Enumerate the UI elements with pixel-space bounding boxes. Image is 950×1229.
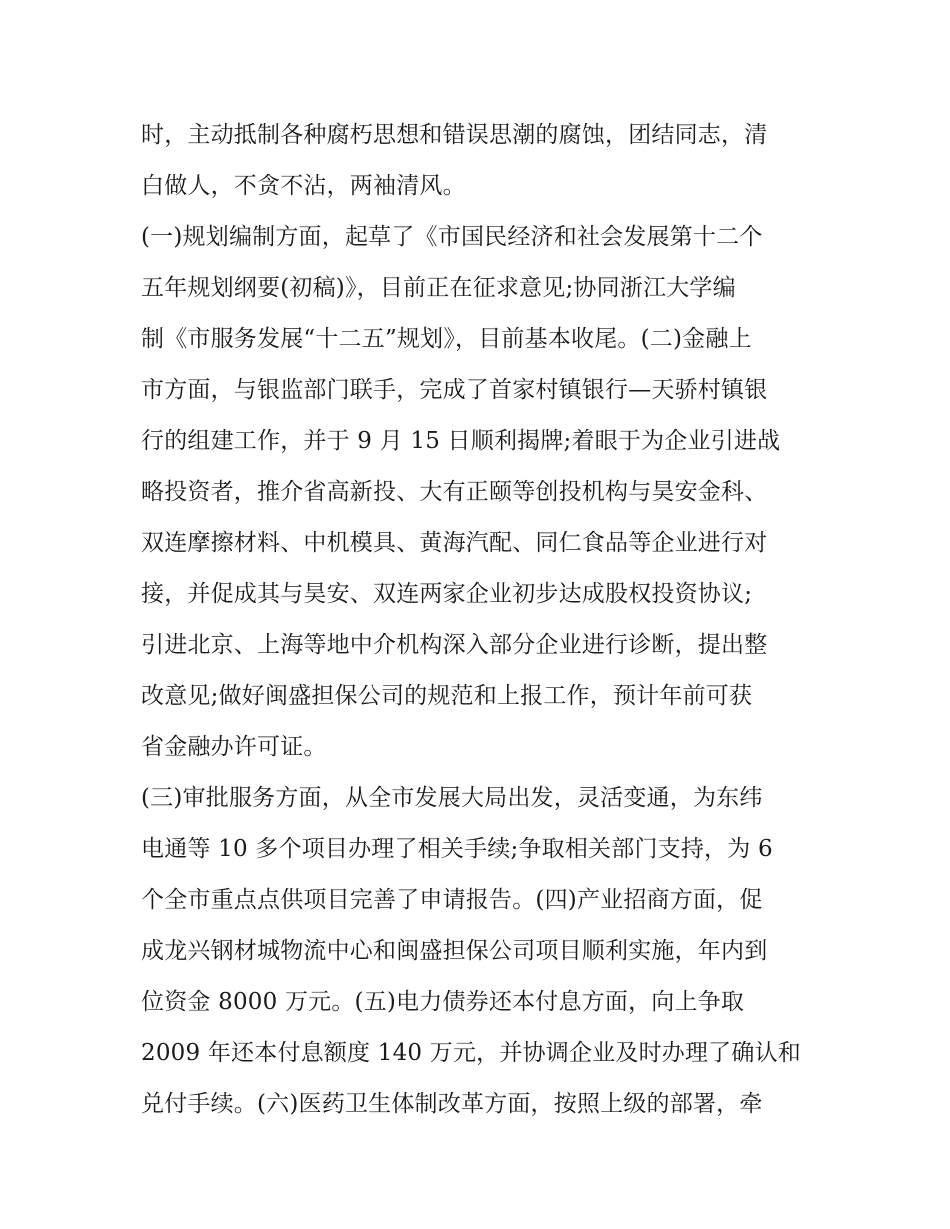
text-line: 改意见;做好闽盛担保公司的规范和上报工作，预计年前可获 [141,683,753,709]
text-line: 五年规划纲要(初稿)》，目前正在征求意见;协同浙江大学编 [141,275,736,301]
text-line: 略投资者，推介省高新投、大有正颐等创投机构与昊安金科、 [141,479,768,505]
document-body [141,110,831,1130]
text-line: 行的组建工作，并于 9 月 15 日顺利揭牌;着眼于为企业引进战 [141,428,781,454]
text-line: 时，主动抵制各种腐朽思想和错误思潮的腐蚀，团结同志，清 [141,122,768,148]
text-line: 兑付手续。(六)医药卫生体制改革方面，按照上级的部署，牵 [141,1091,763,1117]
text-line: 成龙兴钢材城物流中心和闽盛担保公司项目顺利实施，年内到 [141,938,768,964]
text-line: 双连摩擦材料、中机模具、黄海汽配、同仁食品等企业进行对 [141,530,768,556]
text-line: 个全市重点点供项目完善了申请报告。(四)产业招商方面，促 [141,887,763,913]
text-line: 省金融办许可证。 [141,734,327,760]
text-line: 引进北京、上海等地中介机构深入部分企业进行诊断，提出整 [141,632,768,658]
text-line: 电通等 10 多个项目办理了相关手续;争取相关部门支持，为 6 [141,836,773,862]
text-line: 2009 年还本付息额度 140 万元，并协调企业及时办理了确认和 [141,1040,801,1066]
text-line: 接，并促成其与昊安、双连两家企业初步达成股权投资协议; [141,581,753,607]
text-line: 白做人，不贪不沾，两袖清风。 [141,173,466,199]
text-line: 位资金 8000 万元。(五)电力债券还本付息方面，向上争取 [141,989,745,1015]
text-line: (三)审批服务方面，从全市发展大局出发，灵活变通，为东纬 [141,785,763,811]
text-line: (一)规划编制方面，起草了《市国民经济和社会发展第十二个 [141,224,763,250]
text-line: 市方面，与银监部门联手，完成了首家村镇银行—天骄村镇银 [141,377,768,403]
text-line: 制《市服务发展“十二五”规划》，目前基本收尾。(二)金融上 [141,326,752,352]
